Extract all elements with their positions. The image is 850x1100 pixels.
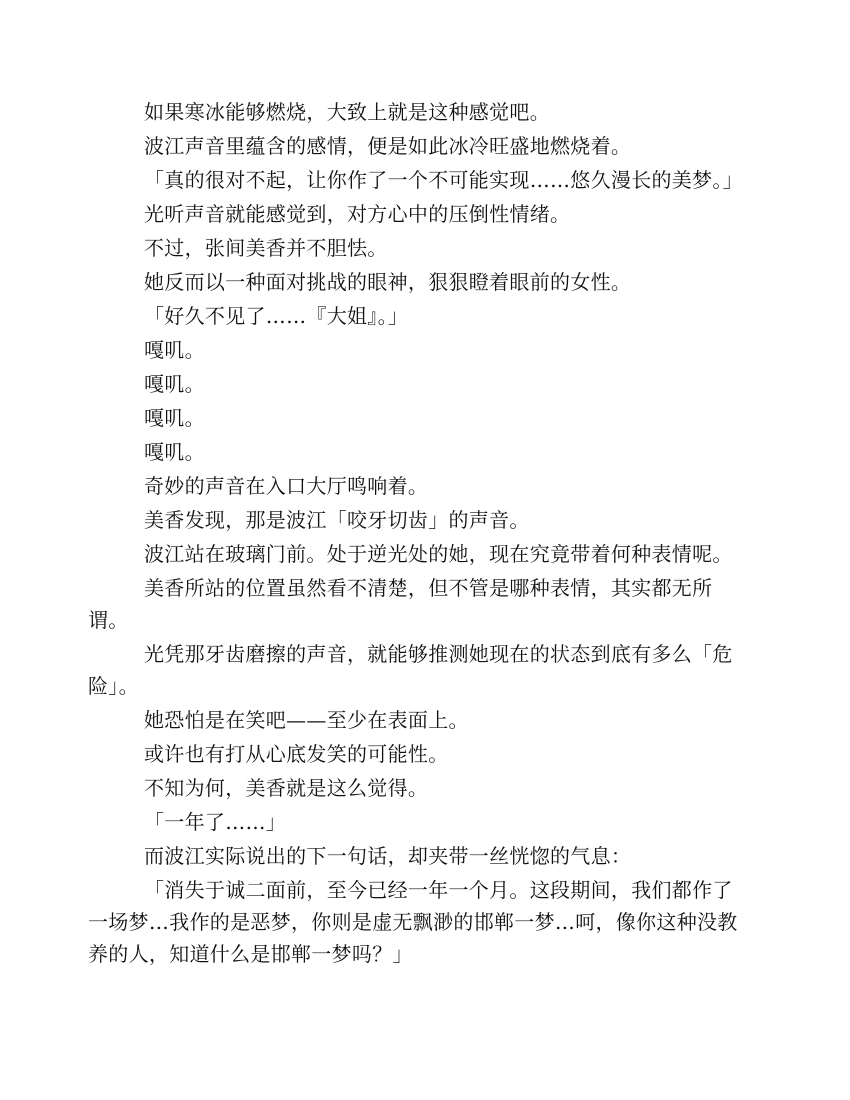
paragraph: 奇妙的声音在入口大厅鸣响着。 <box>144 474 429 498</box>
paragraph: 嘎叽。 <box>144 338 205 362</box>
paragraph: 波江站在玻璃门前。处于逆光处的她，现在究竟带着何种表情呢。 <box>144 542 733 566</box>
paragraph: 「真的很对不起，让你作了一个不可能实现……悠久漫长的美梦。」 <box>144 168 743 192</box>
paragraph: 而波江实际说出的下一句话，却夹带一丝恍惚的气息： <box>144 844 632 868</box>
paragraph: 她反而以一种面对挑战的眼神，狠狠瞪着眼前的女性。 <box>144 270 632 294</box>
paragraph: 波江声音里蕴含的感情，便是如此冰冷旺盛地燃烧着。 <box>144 134 632 158</box>
paragraph: 「消失于诚二面前，至今已经一年一个月。这段期间，我们都作了一场梦…我作的是恶梦，你则是虚无飘渺的邯郸一梦…呵，像你这种没教养的人，知道什么是邯郸一梦吗？」 <box>88 878 738 966</box>
paragraph: 嘎叽。 <box>144 372 205 396</box>
body-text <box>88 96 752 972</box>
paragraph: 不知为何，美香就是这么觉得。 <box>144 776 429 800</box>
paragraph: 嘎叽。 <box>144 406 205 430</box>
paragraph: 她恐怕是在笑吧——至少在表面上。 <box>144 708 469 732</box>
paragraph: 或许也有打从心底发笑的可能性。 <box>144 742 449 766</box>
paragraph: 「好久不见了……『大姐』。」 <box>144 304 409 328</box>
paragraph: 「一年了……」 <box>144 810 287 834</box>
paragraph: 如果寒冰能够燃烧，大致上就是这种感觉吧。 <box>144 100 550 124</box>
paragraph: 不过，张间美香并不胆怯。 <box>144 236 388 260</box>
paragraph: 光凭那牙齿磨擦的声音，就能够推测她现在的状态到底有多么「危险」。 <box>88 642 733 698</box>
paragraph: 美香发现，那是波江「咬牙切齿」的声音。 <box>144 508 530 532</box>
paragraph: 光听声音就能感觉到，对方心中的压倒性情绪。 <box>144 202 571 226</box>
paragraph: 美香所站的位置虽然看不清楚，但不管是哪种表情，其实都无所谓。 <box>88 576 713 632</box>
paragraph: 嘎叽。 <box>144 440 205 464</box>
